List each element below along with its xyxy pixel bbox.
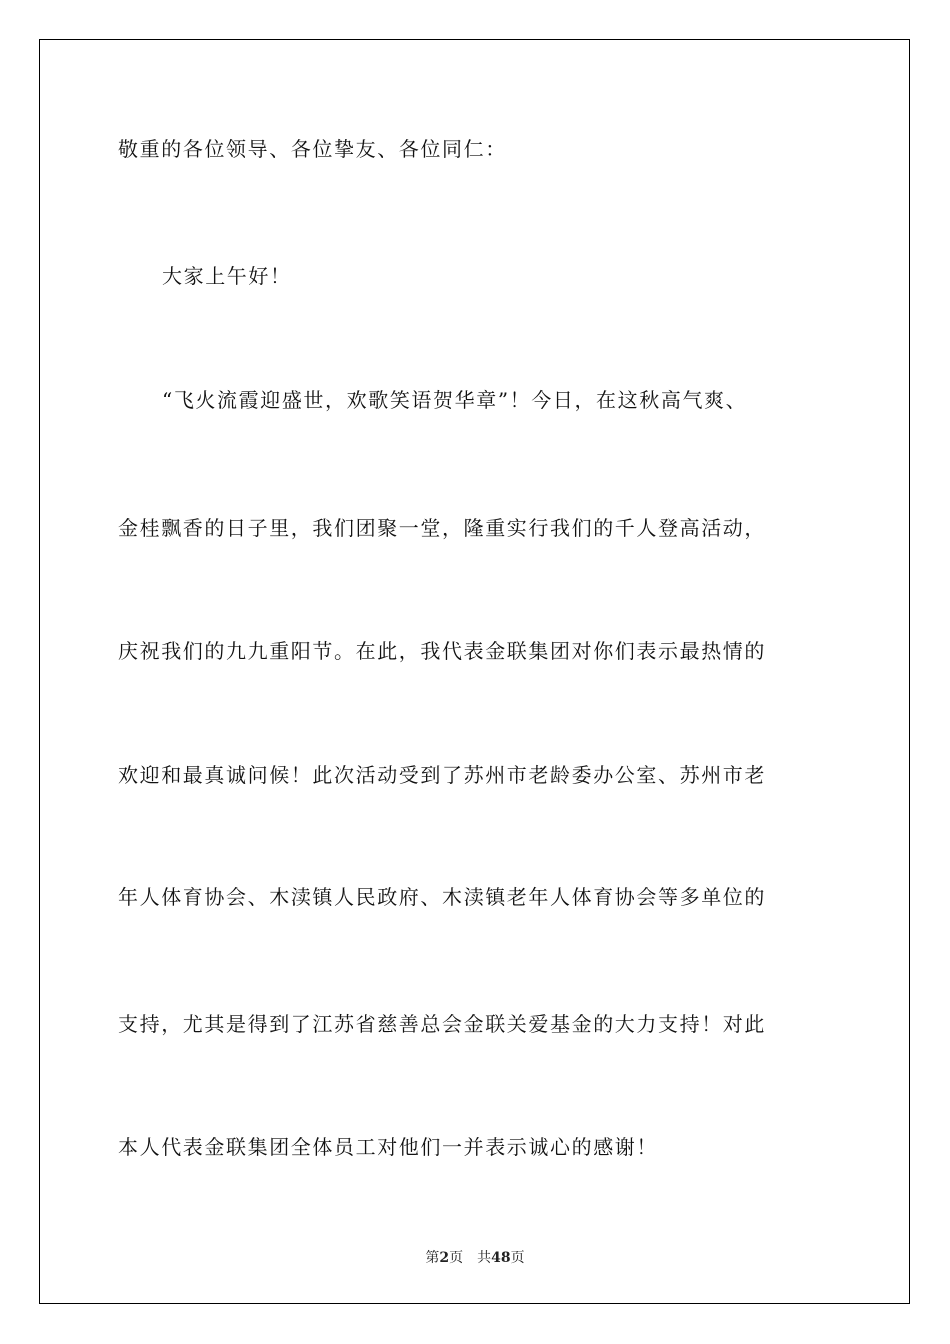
- paragraph-line: 年人体育协会、木渎镇人民政府、木渎镇老年人体育协会等多单位的: [118, 885, 766, 909]
- salutation: 敬重的各位领导、各位挚友、各位同仁：: [118, 137, 507, 161]
- page-current: 2: [439, 1250, 450, 1266]
- page-suffix: 页: [449, 1250, 464, 1266]
- paragraph-line: 金桂飘香的日子里，我们团聚一堂，隆重实行我们的千人登高活动，: [118, 516, 766, 540]
- total-suffix: 页: [510, 1250, 525, 1266]
- greeting: 大家上午好！: [162, 264, 292, 288]
- page-prefix: 第: [425, 1250, 440, 1266]
- page-border: [39, 39, 910, 1304]
- paragraph-line: 庆祝我们的九九重阳节。在此，我代表金联集团对你们表示最热情的: [118, 639, 766, 663]
- paragraph-line: 欢迎和最真诚问候！此次活动受到了苏州市老龄委办公室、苏州市老: [118, 763, 766, 787]
- total-prefix: 共: [477, 1250, 492, 1266]
- page-total: 48: [491, 1250, 511, 1266]
- paragraph-line: “飞火流霞迎盛世，欢歌笑语贺华章”！今日，在这秋高气爽、: [162, 388, 748, 412]
- paragraph-line: 支持，尤其是得到了江苏省慈善总会金联关爱基金的大力支持！对此: [118, 1012, 766, 1036]
- paragraph-line: 本人代表金联集团全体员工对他们一并表示诚心的感谢！: [118, 1135, 658, 1159]
- page-footer: [0, 1247, 950, 1267]
